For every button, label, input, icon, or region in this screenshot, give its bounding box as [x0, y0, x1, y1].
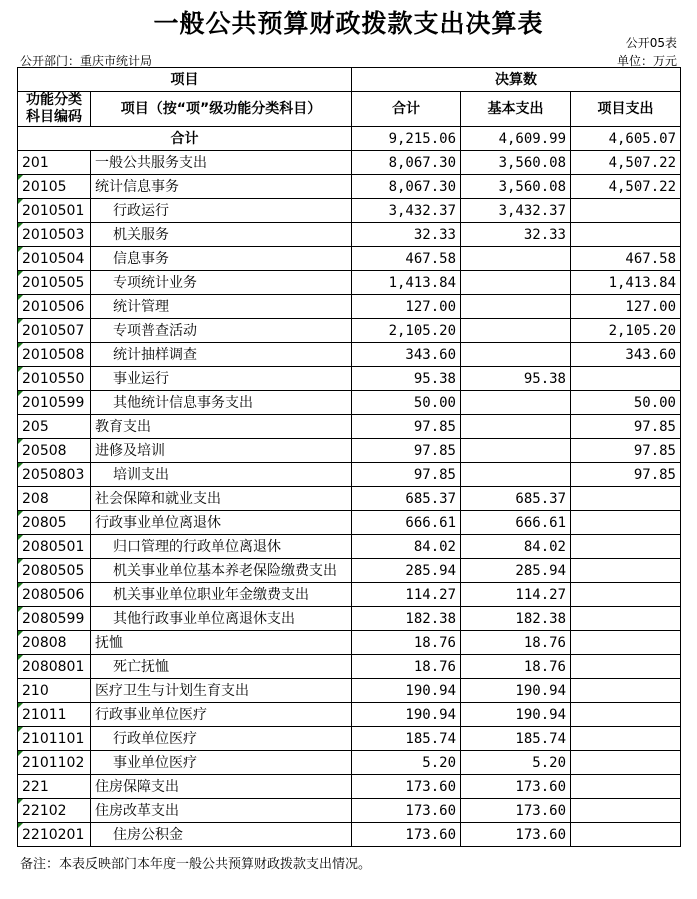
row-name-cell — [91, 727, 352, 751]
row-code: 2080506 — [22, 586, 85, 603]
row-name: 行政事业单位离退休 — [95, 514, 221, 531]
cell-marker-icon — [18, 223, 23, 228]
table-row — [18, 439, 681, 463]
row-name: 统计抽样调查 — [113, 346, 197, 363]
table-row — [18, 247, 681, 271]
row-name: 行政事业单位医疗 — [95, 706, 207, 723]
row-basic: 173.60 — [461, 823, 571, 847]
row-total: 185.74 — [352, 727, 461, 751]
row-code-cell — [18, 823, 91, 847]
cell-marker-icon — [18, 703, 23, 708]
row-name: 机关服务 — [113, 226, 169, 243]
row-basic — [461, 415, 571, 439]
header-final-amount: 决算数 — [352, 68, 681, 92]
table-row — [18, 199, 681, 223]
row-code: 2101101 — [22, 730, 85, 747]
header-code: 功能分类 科目编码 — [18, 92, 91, 127]
row-project: 4,507.22 — [571, 175, 681, 199]
row-basic: 18.76 — [461, 631, 571, 655]
row-project — [571, 223, 681, 247]
row-code: 22102 — [22, 802, 67, 819]
table-row — [18, 751, 681, 775]
row-code: 20805 — [22, 514, 67, 531]
table-row — [18, 295, 681, 319]
row-name: 住房保障支出 — [95, 778, 179, 795]
cell-marker-icon — [18, 319, 23, 324]
table-row — [18, 631, 681, 655]
row-code: 20508 — [22, 442, 67, 459]
row-total: 50.00 — [352, 391, 461, 415]
row-basic: 173.60 — [461, 799, 571, 823]
row-name: 医疗卫生与计划生育支出 — [95, 682, 249, 699]
row-project — [571, 487, 681, 511]
row-code: 2010504 — [22, 250, 85, 267]
row-project — [571, 607, 681, 631]
row-project: 1,413.84 — [571, 271, 681, 295]
cell-marker-icon — [18, 727, 23, 732]
row-total: 3,432.37 — [352, 199, 461, 223]
row-code: 221 — [22, 778, 49, 795]
row-code: 2101102 — [22, 754, 85, 771]
row-code: 2010508 — [22, 346, 85, 363]
row-code-cell — [18, 295, 91, 319]
row-name: 住房改革支出 — [95, 802, 179, 819]
header-total: 合计 — [352, 92, 461, 127]
row-basic — [461, 247, 571, 271]
row-basic — [461, 439, 571, 463]
row-code-cell — [18, 655, 91, 679]
footnote: 备注：本表反映部门本年度一般公共预算财政拨款支出情况。 — [20, 857, 372, 872]
row-name-cell — [91, 823, 352, 847]
cell-marker-icon — [18, 463, 23, 468]
row-basic — [461, 343, 571, 367]
row-project — [571, 751, 681, 775]
cell-marker-icon — [18, 439, 23, 444]
row-total: 2,105.20 — [352, 319, 461, 343]
table-row — [18, 799, 681, 823]
row-name-cell — [91, 175, 352, 199]
row-project — [571, 631, 681, 655]
row-code: 20105 — [22, 178, 67, 195]
row-code: 21011 — [22, 706, 67, 723]
page-title: 一般公共预算财政拨款支出决算表 — [153, 9, 544, 38]
row-name-cell — [91, 247, 352, 271]
row-name-cell — [91, 415, 352, 439]
row-name-cell — [91, 655, 352, 679]
row-basic: 666.61 — [461, 511, 571, 535]
total-row-basic: 4,609.99 — [461, 127, 571, 151]
row-total: 173.60 — [352, 775, 461, 799]
row-code-cell — [18, 439, 91, 463]
header-project: 项目支出 — [571, 92, 681, 127]
row-code: 201 — [22, 154, 49, 171]
row-total: 190.94 — [352, 679, 461, 703]
row-code: 2010503 — [22, 226, 85, 243]
row-basic — [461, 391, 571, 415]
row-basic — [461, 463, 571, 487]
row-basic: 190.94 — [461, 703, 571, 727]
table-row — [18, 319, 681, 343]
row-project — [571, 583, 681, 607]
row-code-cell — [18, 199, 91, 223]
table-row — [18, 655, 681, 679]
row-basic: 3,432.37 — [461, 199, 571, 223]
row-basic — [461, 271, 571, 295]
row-name-cell — [91, 295, 352, 319]
row-name: 行政运行 — [113, 202, 169, 219]
row-project — [571, 655, 681, 679]
row-project — [571, 535, 681, 559]
row-basic: 32.33 — [461, 223, 571, 247]
row-project: 97.85 — [571, 415, 681, 439]
row-total: 8,067.30 — [352, 175, 461, 199]
row-code-cell — [18, 247, 91, 271]
row-basic: 84.02 — [461, 535, 571, 559]
row-code: 2010550 — [22, 370, 85, 387]
row-code-cell — [18, 511, 91, 535]
cell-marker-icon — [18, 631, 23, 636]
cell-marker-icon — [18, 511, 23, 516]
row-project — [571, 823, 681, 847]
row-code-cell — [18, 343, 91, 367]
row-code-cell — [18, 775, 91, 799]
row-project — [571, 703, 681, 727]
row-project — [571, 199, 681, 223]
row-code-cell — [18, 679, 91, 703]
row-name-cell — [91, 703, 352, 727]
row-code: 2010501 — [22, 202, 85, 219]
row-name-cell — [91, 751, 352, 775]
row-code-cell — [18, 391, 91, 415]
row-code-cell — [18, 607, 91, 631]
row-project — [571, 679, 681, 703]
row-code: 2080505 — [22, 562, 85, 579]
row-code-cell — [18, 703, 91, 727]
row-name-cell — [91, 775, 352, 799]
row-total: 84.02 — [352, 535, 461, 559]
row-name-cell — [91, 151, 352, 175]
row-code: 2010505 — [22, 274, 85, 291]
header-item: 项目 — [18, 68, 352, 92]
cell-marker-icon — [18, 247, 23, 252]
row-name: 一般公共服务支出 — [95, 154, 207, 171]
table-row — [18, 703, 681, 727]
form-code: 公开05表 — [625, 36, 677, 50]
row-name-cell — [91, 631, 352, 655]
row-name-cell — [91, 343, 352, 367]
row-name-cell — [91, 367, 352, 391]
row-name: 死亡抚恤 — [113, 658, 169, 675]
row-code: 20808 — [22, 634, 67, 651]
row-total: 467.58 — [352, 247, 461, 271]
row-basic: 173.60 — [461, 775, 571, 799]
row-name-cell — [91, 199, 352, 223]
table-row — [18, 151, 681, 175]
row-code: 2010506 — [22, 298, 85, 315]
table-row — [18, 535, 681, 559]
row-project: 97.85 — [571, 439, 681, 463]
row-basic: 5.20 — [461, 751, 571, 775]
row-name: 社会保障和就业支出 — [95, 490, 221, 507]
row-name: 抚恤 — [95, 634, 123, 651]
row-project — [571, 367, 681, 391]
row-code: 208 — [22, 490, 49, 507]
cell-marker-icon — [18, 271, 23, 276]
row-total: 182.38 — [352, 607, 461, 631]
row-code: 2010599 — [22, 394, 85, 411]
total-row-total: 9,215.06 — [352, 127, 461, 151]
row-code-cell — [18, 799, 91, 823]
table-row — [18, 583, 681, 607]
cell-marker-icon — [18, 199, 23, 204]
row-code-cell — [18, 727, 91, 751]
row-project: 467.58 — [571, 247, 681, 271]
row-name: 事业单位医疗 — [113, 754, 197, 771]
row-name-cell — [91, 799, 352, 823]
table-row — [18, 343, 681, 367]
row-basic: 18.76 — [461, 655, 571, 679]
row-name-cell — [91, 607, 352, 631]
row-project — [571, 727, 681, 751]
row-total: 685.37 — [352, 487, 461, 511]
row-code: 2080599 — [22, 610, 85, 627]
cell-marker-icon — [18, 607, 23, 612]
row-project — [571, 799, 681, 823]
row-code-cell — [18, 367, 91, 391]
row-code-cell — [18, 223, 91, 247]
row-basic: 685.37 — [461, 487, 571, 511]
cell-marker-icon — [18, 655, 23, 660]
row-name-cell — [91, 511, 352, 535]
row-code-cell — [18, 415, 91, 439]
cell-marker-icon — [18, 367, 23, 372]
row-total: 1,413.84 — [352, 271, 461, 295]
row-total: 8,067.30 — [352, 151, 461, 175]
row-code: 2080801 — [22, 658, 85, 675]
row-project — [571, 775, 681, 799]
row-code-cell — [18, 559, 91, 583]
table-row — [18, 223, 681, 247]
row-code-cell — [18, 487, 91, 511]
row-total: 32.33 — [352, 223, 461, 247]
row-name: 其他统计信息事务支出 — [113, 394, 253, 411]
row-name: 专项普查活动 — [113, 322, 197, 339]
row-basic — [461, 319, 571, 343]
row-code-cell — [18, 583, 91, 607]
header-row-2 — [18, 92, 681, 127]
table-row — [18, 511, 681, 535]
row-name-cell — [91, 463, 352, 487]
row-code: 2050803 — [22, 466, 85, 483]
row-basic: 190.94 — [461, 679, 571, 703]
row-project: 4,507.22 — [571, 151, 681, 175]
row-code-cell — [18, 319, 91, 343]
total-row — [18, 127, 681, 151]
table-row — [18, 823, 681, 847]
row-project: 2,105.20 — [571, 319, 681, 343]
table-row — [18, 463, 681, 487]
row-total: 18.76 — [352, 631, 461, 655]
row-total: 97.85 — [352, 415, 461, 439]
row-name: 培训支出 — [113, 466, 169, 483]
row-project — [571, 511, 681, 535]
row-basic: 3,560.08 — [461, 175, 571, 199]
cell-marker-icon — [18, 391, 23, 396]
cell-marker-icon — [18, 343, 23, 348]
row-name-cell — [91, 223, 352, 247]
row-code-cell — [18, 535, 91, 559]
row-total: 190.94 — [352, 703, 461, 727]
row-name-cell — [91, 559, 352, 583]
row-project — [571, 559, 681, 583]
table-row — [18, 487, 681, 511]
row-code: 2210201 — [22, 826, 85, 843]
row-code: 205 — [22, 418, 49, 435]
header-row-1 — [18, 68, 681, 92]
row-name: 专项统计业务 — [113, 274, 197, 291]
total-row-project: 4,605.07 — [571, 127, 681, 151]
row-project: 343.60 — [571, 343, 681, 367]
table-row — [18, 391, 681, 415]
row-code-cell — [18, 631, 91, 655]
table-row — [18, 559, 681, 583]
row-name: 机关事业单位基本养老保险缴费支出 — [113, 562, 337, 579]
row-name: 归口管理的行政单位离退休 — [113, 538, 281, 555]
row-name-cell — [91, 319, 352, 343]
row-total: 285.94 — [352, 559, 461, 583]
row-name: 统计信息事务 — [95, 178, 179, 195]
row-name-cell — [91, 391, 352, 415]
cell-marker-icon — [18, 535, 23, 540]
department-label: 公开部门：重庆市统计局 — [20, 54, 153, 68]
row-name: 信息事务 — [113, 250, 169, 267]
row-name: 统计管理 — [113, 298, 169, 315]
row-basic: 95.38 — [461, 367, 571, 391]
row-total: 5.20 — [352, 751, 461, 775]
row-name: 机关事业单位职业年金缴费支出 — [113, 586, 309, 603]
row-basic: 182.38 — [461, 607, 571, 631]
cell-marker-icon — [18, 823, 23, 828]
row-name-cell — [91, 271, 352, 295]
row-basic: 285.94 — [461, 559, 571, 583]
row-code-cell — [18, 463, 91, 487]
cell-marker-icon — [18, 175, 23, 180]
row-code-cell — [18, 151, 91, 175]
row-project: 127.00 — [571, 295, 681, 319]
cell-marker-icon — [18, 295, 23, 300]
row-code: 210 — [22, 682, 49, 699]
cell-marker-icon — [18, 799, 23, 804]
row-basic: 3,560.08 — [461, 151, 571, 175]
cell-marker-icon — [18, 559, 23, 564]
table-row — [18, 415, 681, 439]
table-row — [18, 271, 681, 295]
row-code-cell — [18, 271, 91, 295]
row-total: 666.61 — [352, 511, 461, 535]
total-row-label: 合计 — [18, 127, 352, 151]
row-name: 其他行政事业单位离退休支出 — [113, 610, 295, 627]
row-code-cell — [18, 175, 91, 199]
row-name-cell — [91, 679, 352, 703]
row-total: 173.60 — [352, 823, 461, 847]
row-name: 进修及培训 — [95, 442, 165, 459]
row-name-cell — [91, 535, 352, 559]
row-name: 事业运行 — [113, 370, 169, 387]
header-basic: 基本支出 — [461, 92, 571, 127]
table-row — [18, 727, 681, 751]
row-total: 97.85 — [352, 463, 461, 487]
cell-marker-icon — [18, 751, 23, 756]
table-row — [18, 775, 681, 799]
table-row — [18, 175, 681, 199]
row-name: 行政单位医疗 — [113, 730, 197, 747]
row-total: 173.60 — [352, 799, 461, 823]
table-row — [18, 367, 681, 391]
row-name-cell — [91, 487, 352, 511]
unit-label: 单位：万元 — [616, 54, 677, 68]
row-total: 18.76 — [352, 655, 461, 679]
row-code-cell — [18, 751, 91, 775]
cell-marker-icon — [18, 583, 23, 588]
table-row — [18, 607, 681, 631]
row-total: 343.60 — [352, 343, 461, 367]
row-code: 2080501 — [22, 538, 85, 555]
row-total: 127.00 — [352, 295, 461, 319]
row-total: 95.38 — [352, 367, 461, 391]
row-basic: 185.74 — [461, 727, 571, 751]
row-basic — [461, 295, 571, 319]
row-basic: 114.27 — [461, 583, 571, 607]
row-project: 97.85 — [571, 463, 681, 487]
row-project: 50.00 — [571, 391, 681, 415]
table-row — [18, 679, 681, 703]
header-name: 项目（按“项”级功能分类科目） — [91, 92, 352, 127]
row-name-cell — [91, 583, 352, 607]
row-code: 2010507 — [22, 322, 85, 339]
row-name: 住房公积金 — [113, 826, 183, 843]
row-total: 114.27 — [352, 583, 461, 607]
row-name-cell — [91, 439, 352, 463]
row-total: 97.85 — [352, 439, 461, 463]
row-name: 教育支出 — [95, 418, 151, 435]
budget-table — [17, 67, 681, 847]
